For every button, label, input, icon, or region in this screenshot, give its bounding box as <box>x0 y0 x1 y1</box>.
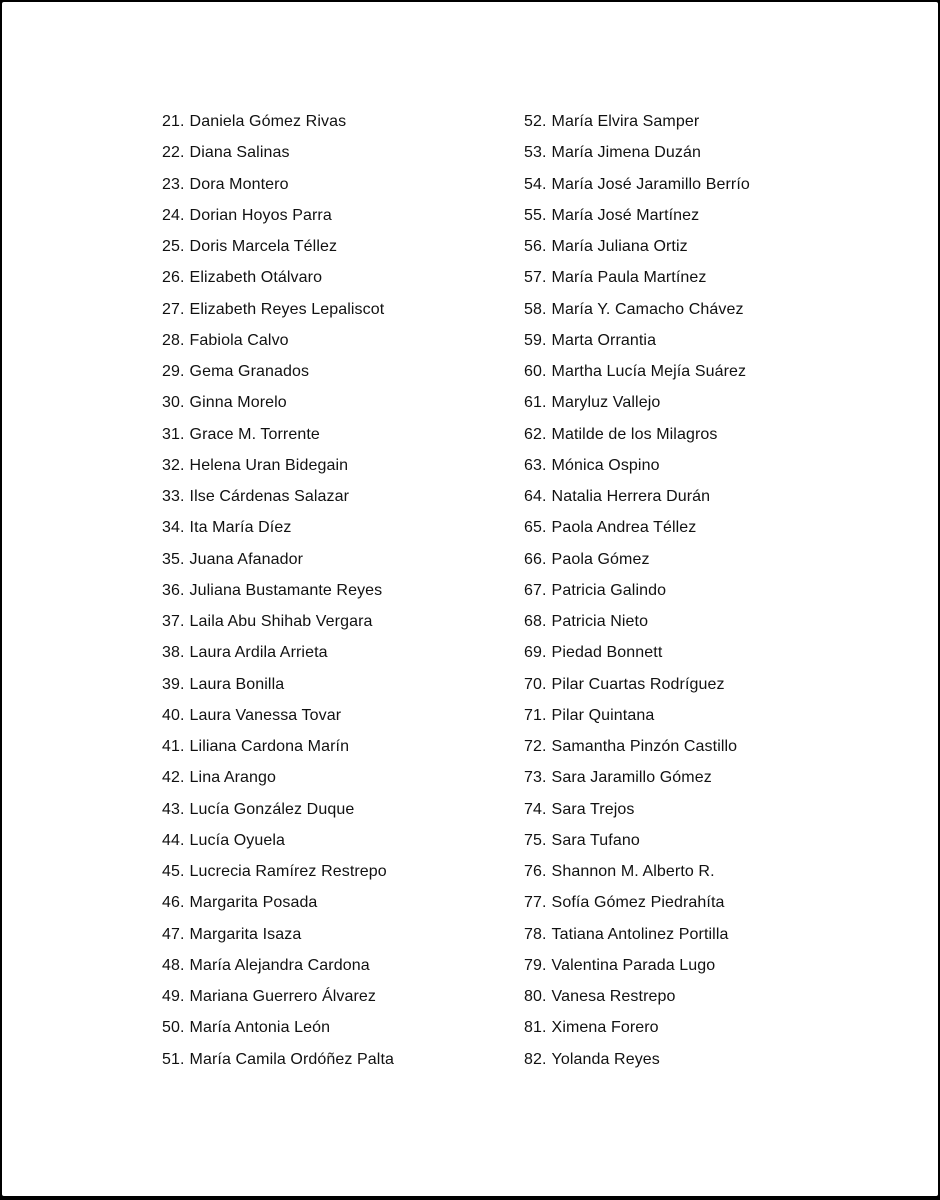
item-number: 51. <box>162 1050 185 1068</box>
list-item <box>524 610 750 641</box>
item-name: María Camila Ordóñez Palta <box>189 1050 395 1068</box>
item-number: 81. <box>524 1019 547 1037</box>
item-name: Yolanda Reyes <box>551 1050 660 1068</box>
item-name: María Jimena Duzán <box>551 144 701 162</box>
item-number: 64. <box>524 488 547 505</box>
list-item <box>162 423 394 454</box>
item-number: 21. <box>162 113 185 130</box>
list-item <box>162 360 394 391</box>
item-number: 54. <box>524 175 547 193</box>
item-number: 57. <box>524 269 547 287</box>
list-item <box>524 516 750 547</box>
item-number: 45. <box>162 863 185 880</box>
item-name: María Paula Martínez <box>551 269 707 287</box>
list-item <box>162 829 394 860</box>
item-number: 47. <box>162 925 185 943</box>
list-item <box>524 548 750 579</box>
item-name: Patricia Galindo <box>551 581 667 599</box>
list-item <box>162 985 394 1016</box>
item-name: Doris Marcela Téllez <box>189 238 338 255</box>
item-name: Diana Salinas <box>189 144 290 162</box>
list-item <box>162 298 394 329</box>
item-number: 23. <box>162 175 185 193</box>
list-item <box>162 516 394 547</box>
item-number: 35. <box>162 550 185 568</box>
item-number: 28. <box>162 331 185 349</box>
item-number: 44. <box>162 831 185 849</box>
item-number: 25. <box>162 238 185 255</box>
list-item <box>524 298 750 329</box>
list-item <box>162 548 394 579</box>
item-name: Lina Arango <box>189 769 277 787</box>
item-number: 80. <box>524 988 547 1005</box>
item-name: Laura Vanessa Tovar <box>189 706 342 724</box>
list-item <box>162 954 394 985</box>
item-name: Martha Lucía Mejía Suárez <box>551 363 747 380</box>
item-name: Fabiola Calvo <box>189 331 289 349</box>
list-item <box>524 985 750 1016</box>
item-name: Pilar Cuartas Rodríguez <box>551 675 725 693</box>
item-name: Elizabeth Otálvaro <box>189 269 323 287</box>
item-number: 32. <box>162 456 185 474</box>
item-name: Lucrecia Ramírez Restrepo <box>189 863 387 880</box>
item-number: 37. <box>162 613 185 630</box>
item-name: Sara Jaramillo Gómez <box>551 769 712 787</box>
list-item <box>524 454 750 485</box>
item-number: 24. <box>162 206 185 224</box>
names-list-left-column <box>162 110 394 1079</box>
list-item <box>162 173 394 204</box>
item-number: 48. <box>162 956 185 974</box>
item-number: 38. <box>162 644 185 662</box>
item-name: Ximena Forero <box>551 1019 659 1037</box>
item-number: 60. <box>524 363 547 380</box>
item-number: 53. <box>524 144 547 162</box>
item-name: María José Jaramillo Berrío <box>551 175 750 193</box>
item-number: 39. <box>162 675 185 693</box>
item-name: Maryluz Vallejo <box>551 394 661 412</box>
item-number: 31. <box>162 425 185 443</box>
list-item <box>162 673 394 704</box>
list-item <box>524 391 750 422</box>
item-number: 27. <box>162 300 185 318</box>
item-number: 26. <box>162 269 185 287</box>
item-number: 70. <box>524 675 547 693</box>
list-item <box>162 141 394 172</box>
list-item <box>162 266 394 297</box>
list-item <box>162 798 394 829</box>
item-number: 41. <box>162 738 185 755</box>
item-number: 34. <box>162 519 185 537</box>
list-item <box>524 1048 750 1079</box>
item-number: 68. <box>524 613 547 630</box>
item-number: 67. <box>524 581 547 599</box>
item-name: Patricia Nieto <box>551 613 649 630</box>
item-number: 40. <box>162 706 185 724</box>
item-number: 78. <box>524 925 547 943</box>
names-list-right-column <box>524 110 750 1079</box>
list-item <box>162 860 394 891</box>
item-number: 29. <box>162 363 185 380</box>
item-number: 52. <box>524 113 547 130</box>
item-name: Natalia Herrera Durán <box>551 488 711 505</box>
list-item <box>162 485 394 516</box>
item-name: Lucía González Duque <box>189 800 355 818</box>
list-item <box>524 266 750 297</box>
item-name: Samantha Pinzón Castillo <box>551 738 738 755</box>
item-name: María Alejandra Cardona <box>189 956 370 974</box>
item-number: 77. <box>524 894 547 912</box>
list-item <box>162 704 394 735</box>
item-name: María Y. Camacho Chávez <box>551 300 744 318</box>
list-item <box>524 204 750 235</box>
list-item <box>524 579 750 610</box>
list-item <box>524 173 750 204</box>
list-item <box>524 641 750 672</box>
list-item <box>162 235 394 266</box>
list-item <box>162 766 394 797</box>
item-name: Laura Bonilla <box>189 675 285 693</box>
item-name: Pilar Quintana <box>551 706 655 724</box>
list-item <box>524 766 750 797</box>
item-number: 59. <box>524 331 547 349</box>
list-item <box>524 423 750 454</box>
item-number: 75. <box>524 831 547 849</box>
item-name: Margarita Isaza <box>189 925 302 943</box>
item-name: Paola Gómez <box>551 550 650 568</box>
item-name: Margarita Posada <box>189 894 318 912</box>
item-number: 71. <box>524 706 547 724</box>
item-number: 42. <box>162 769 185 787</box>
item-name: Gema Granados <box>189 363 310 380</box>
list-item <box>524 798 750 829</box>
list-item <box>162 391 394 422</box>
item-name: Mónica Ospino <box>551 456 660 474</box>
list-item <box>524 954 750 985</box>
item-name: Mariana Guerrero Álvarez <box>189 988 377 1005</box>
list-item <box>162 610 394 641</box>
list-item <box>524 141 750 172</box>
item-number: 55. <box>524 206 547 224</box>
item-name: María Elvira Samper <box>551 113 700 130</box>
item-name: Liliana Cardona Marín <box>189 738 350 755</box>
item-name: Sofía Gómez Piedrahíta <box>551 894 725 912</box>
item-number: 46. <box>162 894 185 912</box>
item-name: Shannon M. Alberto R. <box>551 863 715 880</box>
item-number: 74. <box>524 800 547 818</box>
list-item <box>524 891 750 922</box>
item-number: 33. <box>162 488 185 505</box>
item-name: Lucía Oyuela <box>189 831 286 849</box>
item-name: María José Martínez <box>551 206 700 224</box>
item-name: Daniela Gómez Rivas <box>189 113 347 130</box>
item-number: 76. <box>524 863 547 880</box>
item-name: Grace M. Torrente <box>189 425 320 443</box>
item-number: 72. <box>524 738 547 755</box>
item-number: 66. <box>524 550 547 568</box>
list-item <box>524 860 750 891</box>
item-number: 65. <box>524 519 547 537</box>
list-item <box>524 235 750 266</box>
list-item <box>524 829 750 860</box>
list-item <box>162 891 394 922</box>
item-name: Helena Uran Bidegain <box>189 456 349 474</box>
list-item <box>162 579 394 610</box>
item-name: Elizabeth Reyes Lepaliscot <box>189 300 385 318</box>
item-name: Vanesa Restrepo <box>551 988 676 1005</box>
item-number: 69. <box>524 644 547 662</box>
item-number: 79. <box>524 956 547 974</box>
list-item <box>162 1048 394 1079</box>
item-number: 62. <box>524 425 547 443</box>
list-item <box>524 673 750 704</box>
item-name: Piedad Bonnett <box>551 644 663 662</box>
item-number: 43. <box>162 800 185 818</box>
item-name: Marta Orrantia <box>551 331 657 349</box>
item-name: Valentina Parada Lugo <box>551 956 716 974</box>
list-item <box>162 204 394 235</box>
list-item <box>162 454 394 485</box>
item-number: 22. <box>162 144 185 162</box>
list-item <box>524 329 750 360</box>
item-name: Laila Abu Shihab Vergara <box>189 613 373 630</box>
item-number: 73. <box>524 769 547 787</box>
item-number: 36. <box>162 581 185 599</box>
list-item <box>162 110 394 141</box>
item-number: 63. <box>524 456 547 474</box>
item-number: 82. <box>524 1050 547 1068</box>
list-item <box>524 485 750 516</box>
list-item <box>524 1016 750 1047</box>
item-number: 50. <box>162 1019 185 1037</box>
item-name: Juana Afanador <box>189 550 304 568</box>
item-name: Sara Trejos <box>551 800 635 818</box>
item-name: María Antonia León <box>189 1019 331 1037</box>
list-item <box>524 735 750 766</box>
item-name: María Juliana Ortiz <box>551 238 688 255</box>
item-number: 58. <box>524 300 547 318</box>
item-name: Dorian Hoyos Parra <box>189 206 332 224</box>
list-item <box>162 329 394 360</box>
item-name: Ilse Cárdenas Salazar <box>189 488 350 505</box>
list-item <box>524 923 750 954</box>
item-name: Laura Ardila Arrieta <box>189 644 328 662</box>
item-name: Ginna Morelo <box>189 394 287 412</box>
list-item <box>162 735 394 766</box>
list-item <box>162 641 394 672</box>
item-name: Matilde de los Milagros <box>551 425 718 443</box>
item-name: Paola Andrea Téllez <box>551 519 697 537</box>
item-name: Tatiana Antolinez Portilla <box>551 925 729 943</box>
item-name: Juliana Bustamante Reyes <box>189 581 383 599</box>
item-name: Dora Montero <box>189 175 289 193</box>
item-name: Ita María Díez <box>189 519 292 537</box>
list-item <box>524 704 750 735</box>
list-item <box>162 923 394 954</box>
list-item <box>524 110 750 141</box>
item-number: 49. <box>162 988 185 1005</box>
document-page <box>2 2 938 1196</box>
list-item <box>524 360 750 391</box>
item-name: Sara Tufano <box>551 831 640 849</box>
item-number: 56. <box>524 238 547 255</box>
list-item <box>162 1016 394 1047</box>
item-number: 61. <box>524 394 547 412</box>
item-number: 30. <box>162 394 185 412</box>
